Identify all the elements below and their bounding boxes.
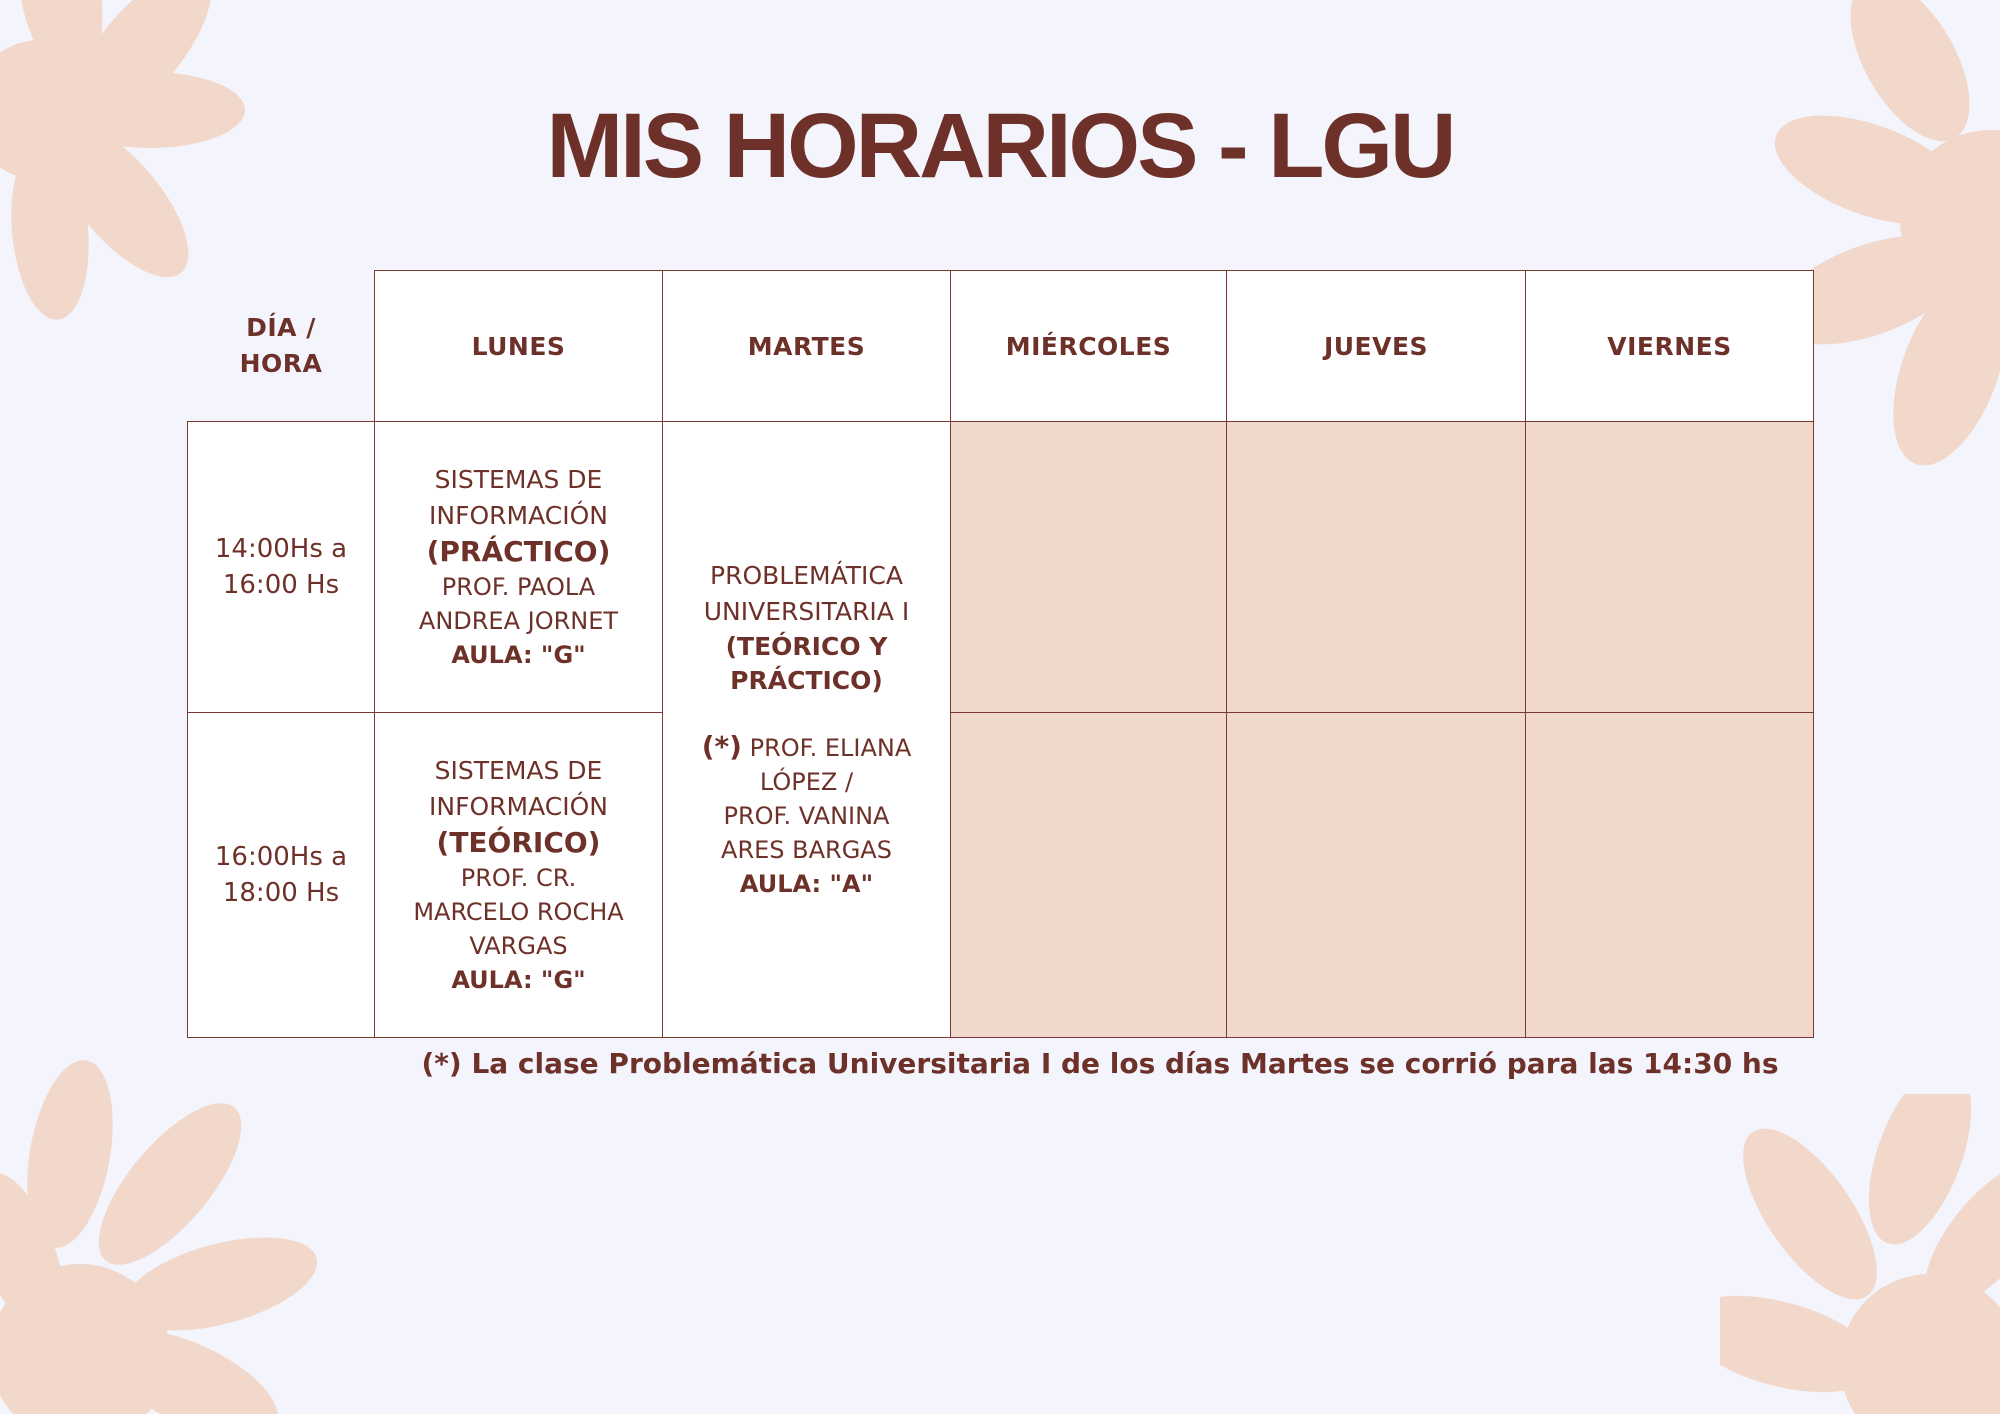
professor-line4: ARES BARGAS bbox=[721, 836, 892, 864]
class-cell-tuesday bbox=[662, 421, 951, 1038]
day-header-miercoles bbox=[950, 270, 1227, 422]
day-header-label: MARTES bbox=[747, 331, 866, 361]
flower-decoration-bottom-right bbox=[1720, 1094, 2000, 1414]
class-type: (TEÓRICO) bbox=[436, 826, 601, 859]
time-slot-line1: 16:00Hs a bbox=[214, 842, 348, 872]
class-type: (PRÁCTICO) bbox=[426, 535, 611, 568]
class-type-line2: PRÁCTICO) bbox=[730, 666, 883, 695]
day-header-martes bbox=[662, 270, 951, 422]
day-header-label: VIERNES bbox=[1607, 331, 1732, 361]
classroom: AULA: "A" bbox=[739, 870, 874, 898]
day-header-label: LUNES bbox=[471, 331, 566, 361]
corner-header-line1: DÍA / bbox=[246, 313, 316, 342]
day-header-viernes bbox=[1525, 270, 1814, 422]
professor-line3: VARGAS bbox=[469, 932, 568, 960]
flower-decoration-bottom-left bbox=[0, 1054, 320, 1414]
professor-line2: LÓPEZ / bbox=[759, 768, 854, 796]
empty-cell bbox=[950, 712, 1227, 1038]
time-slot-line1: 14:00Hs a bbox=[214, 534, 348, 564]
empty-cell bbox=[1525, 712, 1814, 1038]
class-cell-monday-2 bbox=[374, 712, 663, 1038]
subject-line2: INFORMACIÓN bbox=[429, 501, 608, 530]
subject-line1: PROBLEMÁTICA bbox=[710, 561, 903, 590]
footnote: (*) La clase Problemática Universitaria I de los días Martes se corrió para las 14:30 hs bbox=[421, 1047, 1779, 1080]
corner-header-line2: HORA bbox=[239, 349, 323, 378]
classroom: AULA: "G" bbox=[451, 641, 586, 669]
class-cell-monday-1 bbox=[374, 421, 663, 713]
subject-line2: INFORMACIÓN bbox=[429, 792, 608, 821]
day-header-jueves bbox=[1226, 270, 1526, 422]
day-header-label: JUEVES bbox=[1323, 331, 1429, 361]
corner-header bbox=[188, 270, 374, 422]
professor-line1 bbox=[702, 730, 912, 765]
professor-line3: PROF. VANINA bbox=[723, 802, 890, 830]
empty-cell bbox=[1525, 421, 1814, 713]
subject-line2: UNIVERSITARIA I bbox=[703, 597, 910, 626]
time-slot-line2: 16:00 Hs bbox=[222, 570, 340, 600]
professor-line1: PROF. CR. bbox=[460, 864, 577, 892]
subject-line1: SISTEMAS DE bbox=[434, 465, 603, 494]
professor-line2: MARCELO ROCHA bbox=[413, 898, 624, 926]
day-header-label: MIÉRCOLES bbox=[1005, 331, 1172, 361]
day-header-lunes bbox=[374, 270, 663, 422]
time-slot-line2: 18:00 Hs bbox=[222, 878, 340, 908]
professor-line1: PROF. PAOLA bbox=[441, 573, 596, 601]
page-title: MIS HORARIOS - LGU bbox=[546, 95, 1454, 197]
class-type-line1: (TEÓRICO Y bbox=[725, 632, 888, 661]
professor-line2: ANDREA JORNET bbox=[418, 607, 619, 635]
classroom: AULA: "G" bbox=[451, 966, 586, 994]
subject-line1: SISTEMAS DE bbox=[434, 756, 603, 785]
empty-cell bbox=[950, 421, 1227, 713]
empty-cell bbox=[1226, 712, 1526, 1038]
time-slot-2 bbox=[187, 712, 375, 1038]
empty-cell bbox=[1226, 421, 1526, 713]
time-slot-1 bbox=[187, 421, 375, 713]
professor-name: PROF. ELIANA bbox=[741, 734, 912, 762]
footnote-marker: (*) bbox=[701, 730, 742, 763]
